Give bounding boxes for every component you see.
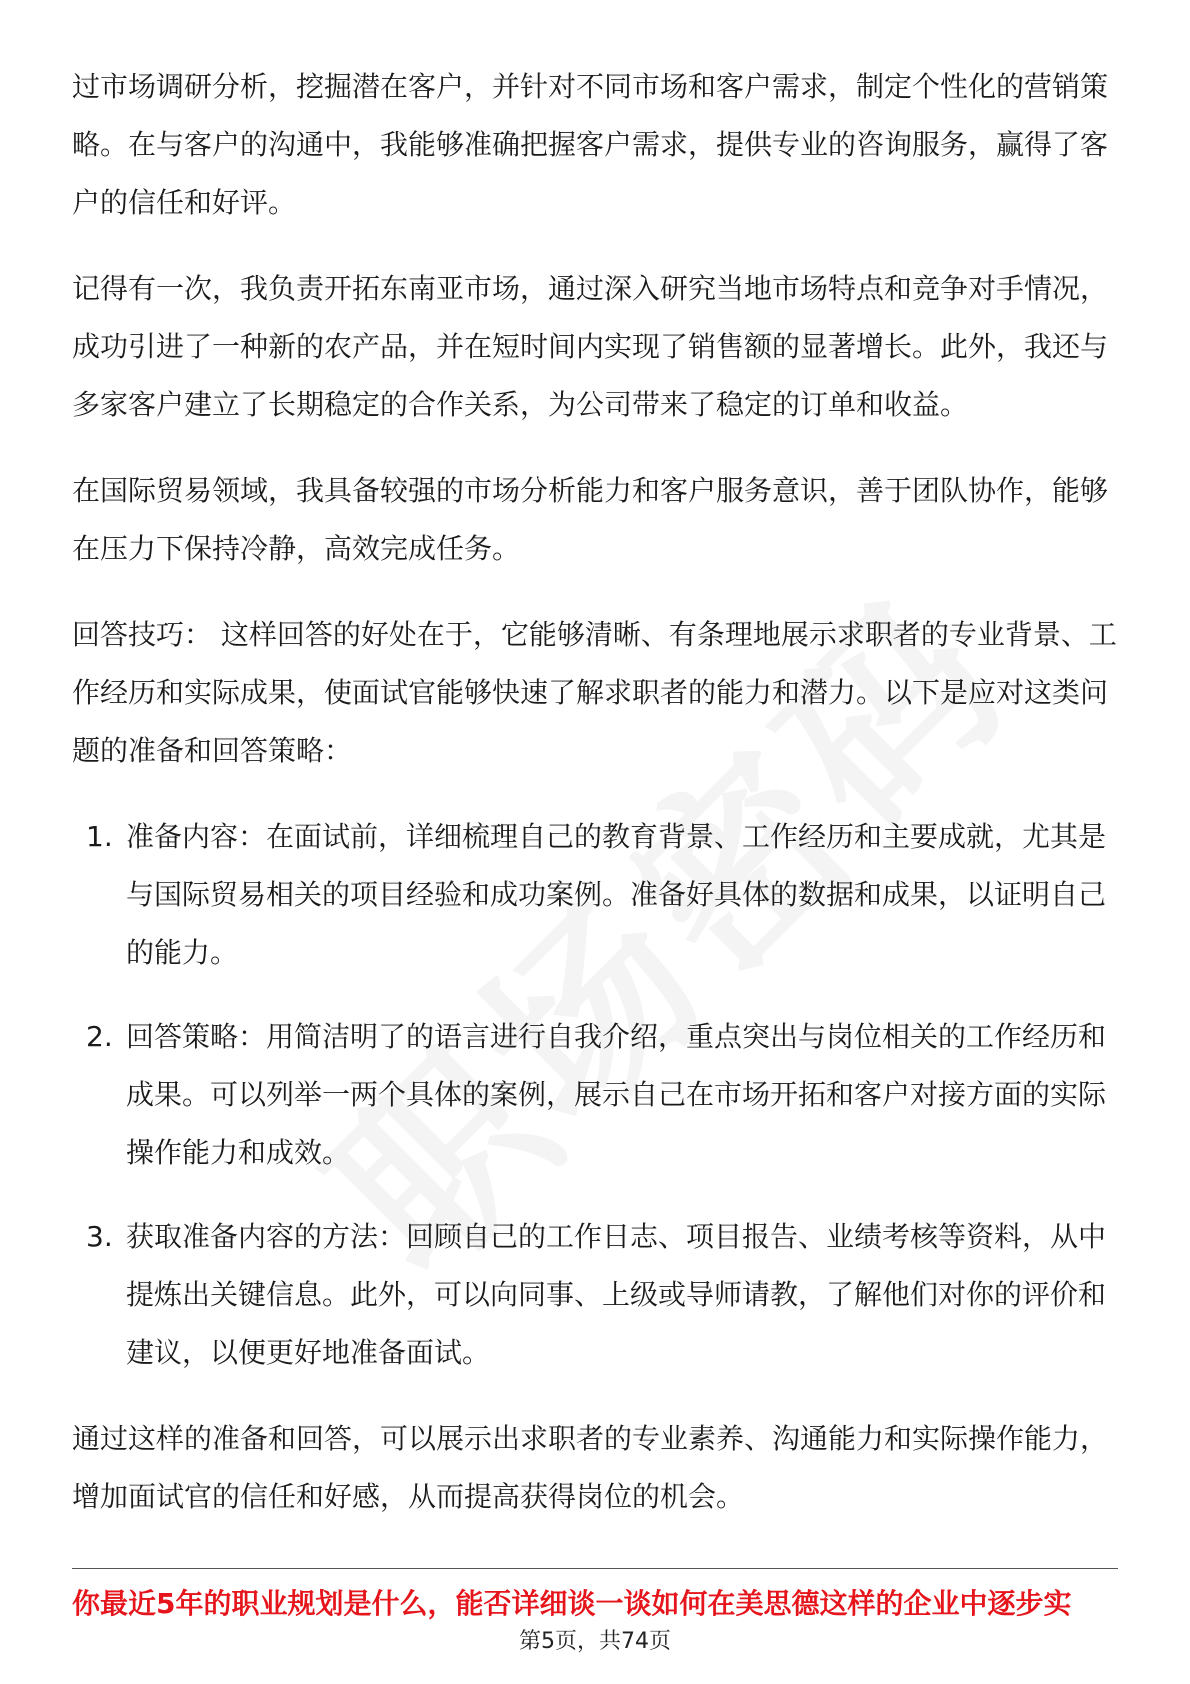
list-item-number: 1. [86,820,113,853]
footer-divider [72,1568,1118,1569]
document-body [72,58,1122,1554]
page-number: 第5页，共74页 [519,1629,671,1654]
strategy-list [72,808,1122,1382]
list-item [72,808,1122,982]
paragraph-closing: 通过这样的准备和回答，可以展示出求职者的专业素养、沟通能力和实际操作能力，增加面试官的信任和好感，从而提高获得岗位的机会。 [72,1422,1109,1513]
list-item [72,1208,1122,1382]
next-question-heading: 你最近5年的职业规划是什么，能否详细谈一谈如何在美思德这样的企业中逐步实 [72,1587,1072,1620]
list-item-text: 准备内容：在面试前，详细梳理自己的教育背景、工作经历和主要成就，尤其是与国际贸易相关的项目经验和成功案例。准备好具体的数据和成果，以证明自己的能力。 [126,820,1107,969]
list-item-text: 获取准备内容的方法：回顾自己的工作日志、项目报告、业绩考核等资料，从中提炼出关键信息。此外，可以向同事、上级或导师请教，了解他们对你的评价和建议，以便更好地准备面试。 [126,1220,1107,1369]
list-item-number: 3. [86,1220,113,1253]
list-item-text: 回答策略：用简洁明了的语言进行自我介绍，重点突出与岗位相关的工作经历和成果。可以列举一两个具体的案例，展示自己在市场开拓和客户对接方面的实际操作能力和成效。 [126,1020,1107,1169]
list-item-number: 2. [86,1020,113,1053]
list-item [72,1008,1122,1182]
paragraph-skills: 在国际贸易领域，我具备较强的市场分析能力和客户服务意识，善于团队协作，能够在压力下保持冷静，高效完成任务。 [72,474,1109,565]
paragraph-answer-tips: 回答技巧： 这样回答的好处在于，它能够清晰、有条理地展示求职者的专业背景、工作经历和实际成果，使面试官能够快速了解求职者的能力和潜力。以下是应对这类问题的准备和回答策略： [72,618,1117,767]
paragraph-example: 记得有一次，我负责开拓东南亚市场，通过深入研究当地市场特点和竞争对手情况，成功引进了一种新的农产品，并在短时间内实现了销售额的显著增长。此外，我还与多家客户建立了长期稳定的合作关系，为公司带来了稳定的订单和收益。 [72,272,1109,421]
paragraph-intro: 过市场调研分析，挖掘潜在客户，并针对不同市场和客户需求，制定个性化的营销策略。在与客户的沟通中，我能够准确把握客户需求，提供专业的咨询服务，赢得了客户的信任和好评。 [72,70,1109,219]
